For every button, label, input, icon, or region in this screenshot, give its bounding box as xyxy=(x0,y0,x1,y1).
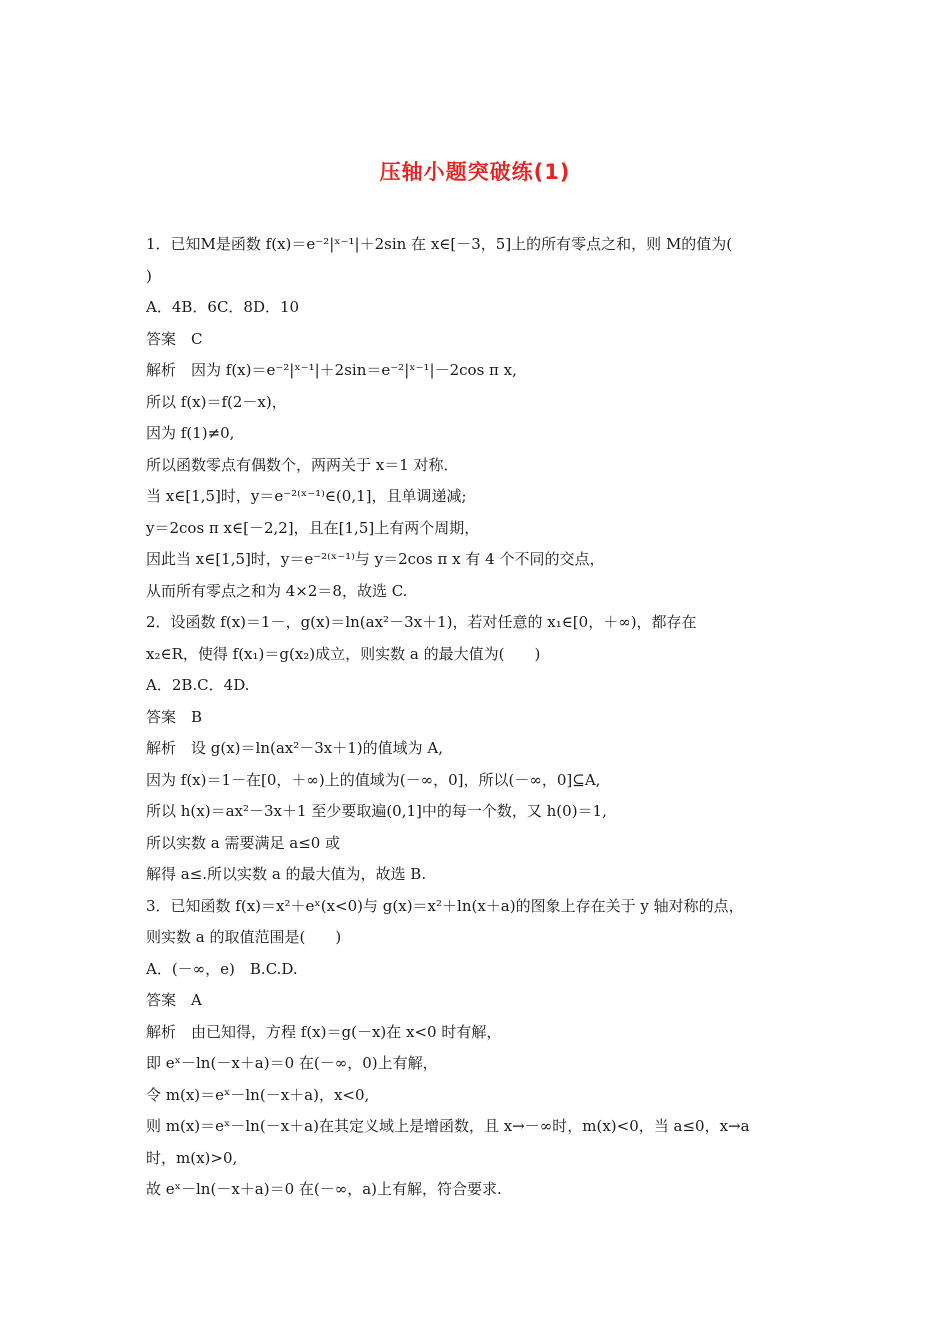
text-line: 当 x∈[1,5]时，y＝e⁻²⁽ˣ⁻¹⁾∈(0,1]，且单调递减; xyxy=(146,487,467,505)
text-line: 时，m(x)>0, xyxy=(146,1148,238,1167)
text-line: 所以 h(x)＝ax²－3x＋1 至少要取遍(0,1]中的每一个数，又 h(0)＝1, xyxy=(146,802,607,820)
text-line: A．(－∞，e) B.C.D. xyxy=(146,959,298,978)
text-line: y＝2cos π x∈[－2,2]，且在[1,5]上有两个周期， xyxy=(146,518,480,537)
text-line: 则实数 a 的取值范围是( ) xyxy=(146,928,342,946)
text-line: 解得 a≤.所以实数 a 的最大值为，故选 B. xyxy=(146,865,427,883)
text-line: 因此当 x∈[1,5]时，y＝e⁻²⁽ˣ⁻¹⁾与 y＝2cos π x 有 4 个不同的交点， xyxy=(146,550,605,568)
text-line: A．2B.C．4D. xyxy=(146,676,250,694)
text-line: 所以实数 a 需要满足 a≤0 或 xyxy=(146,833,341,852)
text-line: 所以函数零点有偶数个，两两关于 x＝1 对称． xyxy=(146,455,459,474)
text-line: 从而所有零点之和为 4×2＝8，故选 C. xyxy=(146,581,408,600)
document-body xyxy=(146,229,812,1206)
page-title: 压轴小题突破练(1) xyxy=(379,160,571,184)
text-line: 答案 C xyxy=(146,329,203,348)
text-line: 答案 B xyxy=(146,707,203,726)
text-line: ) xyxy=(146,266,152,285)
text-line: 解析 因为 f(x)＝e⁻²|ˣ⁻¹|＋2sin＝e⁻²|ˣ⁻¹|－2cos π x, xyxy=(146,361,517,379)
text-line: 即 eˣ－ln(－x＋a)＝0 在(－∞，0)上有解， xyxy=(146,1054,438,1072)
text-line: A．4B．6C．8D．10 xyxy=(146,298,300,316)
text-line: 1．已知M是函数 f(x)＝e⁻²|ˣ⁻¹|＋2sin 在 x∈[－3，5]上的所有零点之和，则 M的值为( xyxy=(146,235,733,253)
text-line: x₂∈R，使得 f(x₁)＝g(x₂)成立，则实数 a 的最大值为( ) xyxy=(146,644,541,663)
text-line: 解析 由已知得，方程 f(x)＝g(－x)在 x<0 时有解， xyxy=(146,1022,502,1041)
text-line: 故 eˣ－ln(－x＋a)＝0 在(－∞，a)上有解，符合要求. xyxy=(146,1180,502,1198)
text-line: 2．设函数 f(x)＝1－，g(x)＝ln(ax²－3x＋1)，若对任意的 x₁∈[0，＋∞)，都存在 xyxy=(146,613,697,631)
text-line: 答案 A xyxy=(146,991,202,1009)
text-line: 令 m(x)＝eˣ－ln(－x＋a)，x<0, xyxy=(146,1085,370,1104)
text-line: 所以 f(x)＝f(2－x)， xyxy=(146,392,287,411)
text-line: 解析 设 g(x)＝ln(ax²－3x＋1)的值域为 A, xyxy=(146,739,444,757)
text-line: 则 m(x)＝eˣ－ln(－x＋a)在其定义域上是增函数，且 x→－∞时，m(x)<0，当 a≤0，x→a xyxy=(146,1117,750,1135)
text-line: 3．已知函数 f(x)＝x²＋eˣ(x<0)与 g(x)＝x²＋ln(x＋a)的图象上存在关于 y 轴对称的点， xyxy=(146,896,744,915)
text-line: 因为 f(x)＝1－在[0，＋∞)上的值域为(－∞，0]，所以(－∞，0]⊆A, xyxy=(146,770,601,789)
text-line: 因为 f(1)≠0, xyxy=(146,424,235,442)
